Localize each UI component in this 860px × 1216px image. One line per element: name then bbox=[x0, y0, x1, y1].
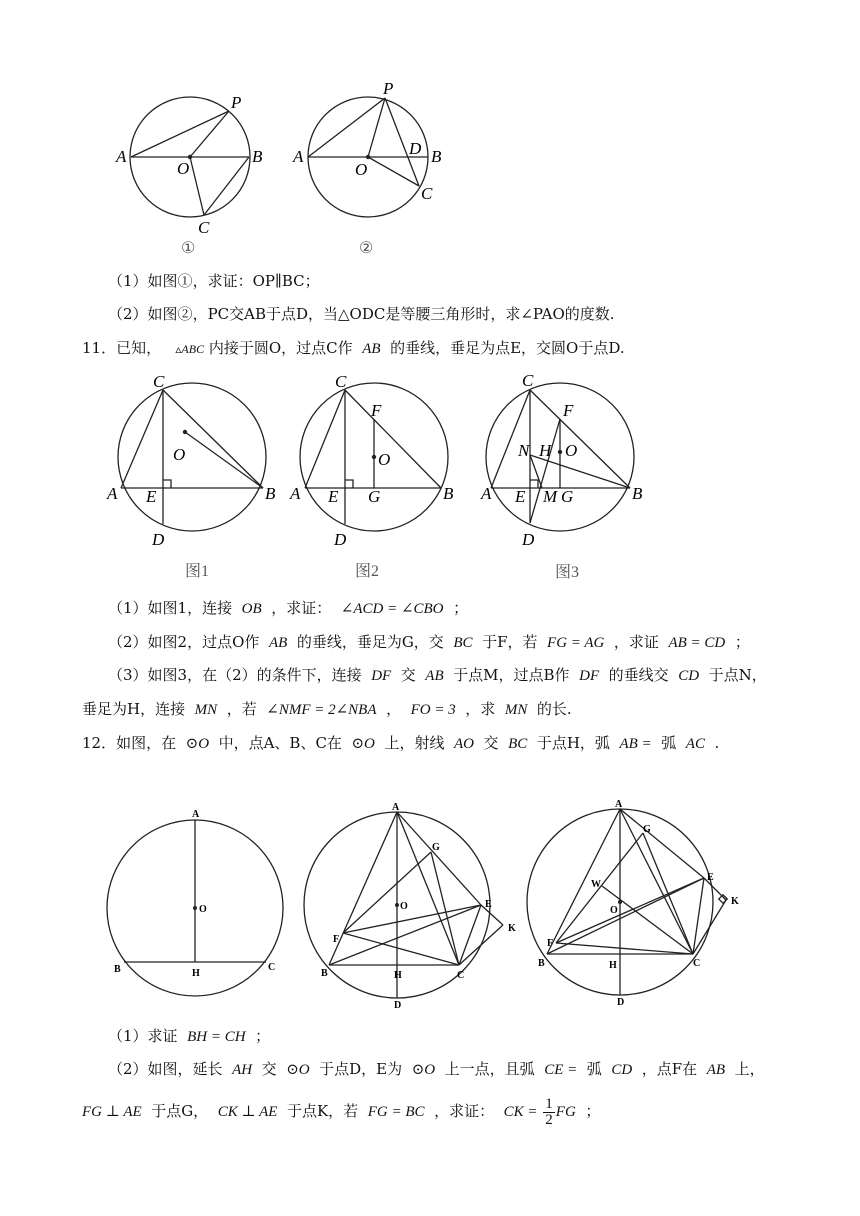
label-H: H bbox=[394, 970, 402, 981]
label-F: F bbox=[333, 934, 340, 945]
label-P: P bbox=[383, 79, 394, 98]
label-C: C bbox=[457, 970, 465, 981]
figure-caption: 图3 bbox=[555, 564, 580, 581]
label-K: K bbox=[508, 923, 516, 934]
label-B: B bbox=[632, 484, 643, 503]
label-K: K bbox=[731, 896, 739, 907]
q10-figure-1 bbox=[110, 78, 270, 258]
label-B: B bbox=[538, 958, 545, 969]
label-A: A bbox=[615, 800, 623, 810]
label-F: F bbox=[563, 401, 574, 420]
label-A: A bbox=[192, 809, 200, 820]
q11-part-1: （1）如图1，连接 OB ，求证： ∠ACD = ∠CBO ； bbox=[108, 599, 469, 617]
q12-stem: 12．如图，在 ⊙O 中，点A、B、C在 ⊙O 上，射线 AO 交 BC 于点H，弧 AB = 弧 AC . bbox=[82, 734, 720, 752]
label-H: H bbox=[609, 960, 617, 971]
label-A: A bbox=[293, 147, 304, 166]
q12-figure-3 bbox=[525, 800, 755, 1010]
figure-caption: ② bbox=[359, 240, 374, 257]
label-B: B bbox=[252, 147, 263, 166]
q11-figure-3 bbox=[478, 368, 658, 583]
label-O: O bbox=[173, 445, 186, 464]
q11-figure-1 bbox=[105, 368, 280, 583]
q12-part-2: （2）如图，延长 AH 交 ⊙O 于点D，E为 ⊙O 上一点，且弧 CE = 弧 CD ，点F在 AB 上， bbox=[108, 1060, 765, 1078]
figure-caption: 图2 bbox=[355, 563, 380, 580]
fraction-numerator: 1 bbox=[545, 1095, 553, 1112]
label-O: O bbox=[400, 901, 408, 912]
label-E: E bbox=[146, 487, 157, 506]
q10-part-2: （2）如图②，PC交AB于点D，当△ODC是等腰三角形时，求∠PAO的度数. bbox=[108, 305, 615, 323]
label-B: B bbox=[443, 484, 454, 503]
label-O: O bbox=[378, 450, 391, 469]
fraction-denominator: 2 bbox=[545, 1111, 553, 1128]
label-C: C bbox=[335, 372, 347, 391]
label-B: B bbox=[114, 964, 121, 975]
label-N: N bbox=[518, 441, 530, 460]
q11-figure-2 bbox=[288, 368, 463, 583]
label-G: G bbox=[561, 487, 574, 506]
q12-figure-2 bbox=[298, 800, 528, 1010]
label-D: D bbox=[334, 530, 347, 549]
label-O: O bbox=[565, 441, 578, 460]
label-G: G bbox=[368, 487, 381, 506]
label-D: D bbox=[394, 1000, 402, 1010]
label-B: B bbox=[321, 968, 328, 979]
q12-figure-1 bbox=[100, 805, 295, 1005]
q11-stem: 11．已知， ▵ABC 内接于圆O，过点C作 AB 的垂线，垂足为点E，交圆O于点D. bbox=[82, 339, 625, 357]
label-D: D bbox=[617, 997, 625, 1008]
label-E: E bbox=[707, 872, 714, 883]
label-D: D bbox=[522, 530, 535, 549]
label-C: C bbox=[198, 218, 210, 237]
q11-part-2: （2）如图2，过点O作 AB 的垂线，垂足为G，交 BC 于F，若 FG = AG ，求证 AB = CD ； bbox=[108, 633, 750, 651]
label-E: E bbox=[515, 487, 526, 506]
label-A: A bbox=[290, 484, 301, 503]
fraction-one-half bbox=[543, 1097, 555, 1128]
label-C: C bbox=[693, 958, 701, 969]
label-C: C bbox=[153, 372, 165, 391]
label-A: A bbox=[481, 484, 492, 503]
label-G: G bbox=[432, 842, 440, 853]
q11-part-3-cont: 垂足为H，连接 MN ，若 ∠NMF = 2∠NBA ， FO = 3 ，求 MN 的长. bbox=[82, 700, 572, 718]
circled-number: ② bbox=[177, 305, 193, 323]
q11-part-3: （3）如图3，在（2）的条件下，连接 DF 交 AB 于点M，过点B作 DF 的垂线交 CD 于点N， bbox=[108, 666, 767, 684]
q10-figure-2 bbox=[290, 78, 450, 258]
label-A: A bbox=[107, 484, 118, 503]
label-B: B bbox=[265, 484, 276, 503]
label-B: B bbox=[431, 147, 442, 166]
figure-caption: 图1 bbox=[185, 563, 210, 580]
label-F: F bbox=[371, 401, 382, 420]
label-M: M bbox=[543, 487, 558, 506]
label-D: D bbox=[152, 530, 165, 549]
label-C: C bbox=[268, 962, 276, 973]
label-A: A bbox=[392, 802, 400, 813]
label-A: A bbox=[116, 147, 127, 166]
label-O: O bbox=[355, 160, 368, 179]
q12-part-2-cont: FG ⊥ AE 于点G， CK ⊥ AE 于点K，若 FG = BC ，求证： CK = $\frac{1}{2}$ FG ； bbox=[82, 1095, 601, 1128]
q12-part-1: （1）求证 BH = CH ； bbox=[108, 1027, 271, 1045]
q10-part-1: （1）如图①，求证：OP∥BC； bbox=[108, 272, 320, 290]
label-W: W bbox=[591, 879, 601, 890]
label-O: O bbox=[177, 159, 190, 178]
label-C: C bbox=[421, 184, 433, 203]
label-O: O bbox=[610, 905, 618, 916]
label-E: E bbox=[485, 899, 492, 910]
label-H: H bbox=[192, 968, 200, 979]
label-F: F bbox=[547, 938, 554, 949]
label-P: P bbox=[231, 93, 242, 112]
figure-caption: ① bbox=[181, 240, 196, 257]
label-C: C bbox=[522, 371, 534, 390]
label-D: D bbox=[409, 139, 422, 158]
label-H: H bbox=[539, 441, 552, 460]
label-E: E bbox=[328, 487, 339, 506]
circled-number: ① bbox=[177, 272, 193, 290]
label-G: G bbox=[643, 824, 651, 835]
label-O: O bbox=[199, 904, 207, 915]
